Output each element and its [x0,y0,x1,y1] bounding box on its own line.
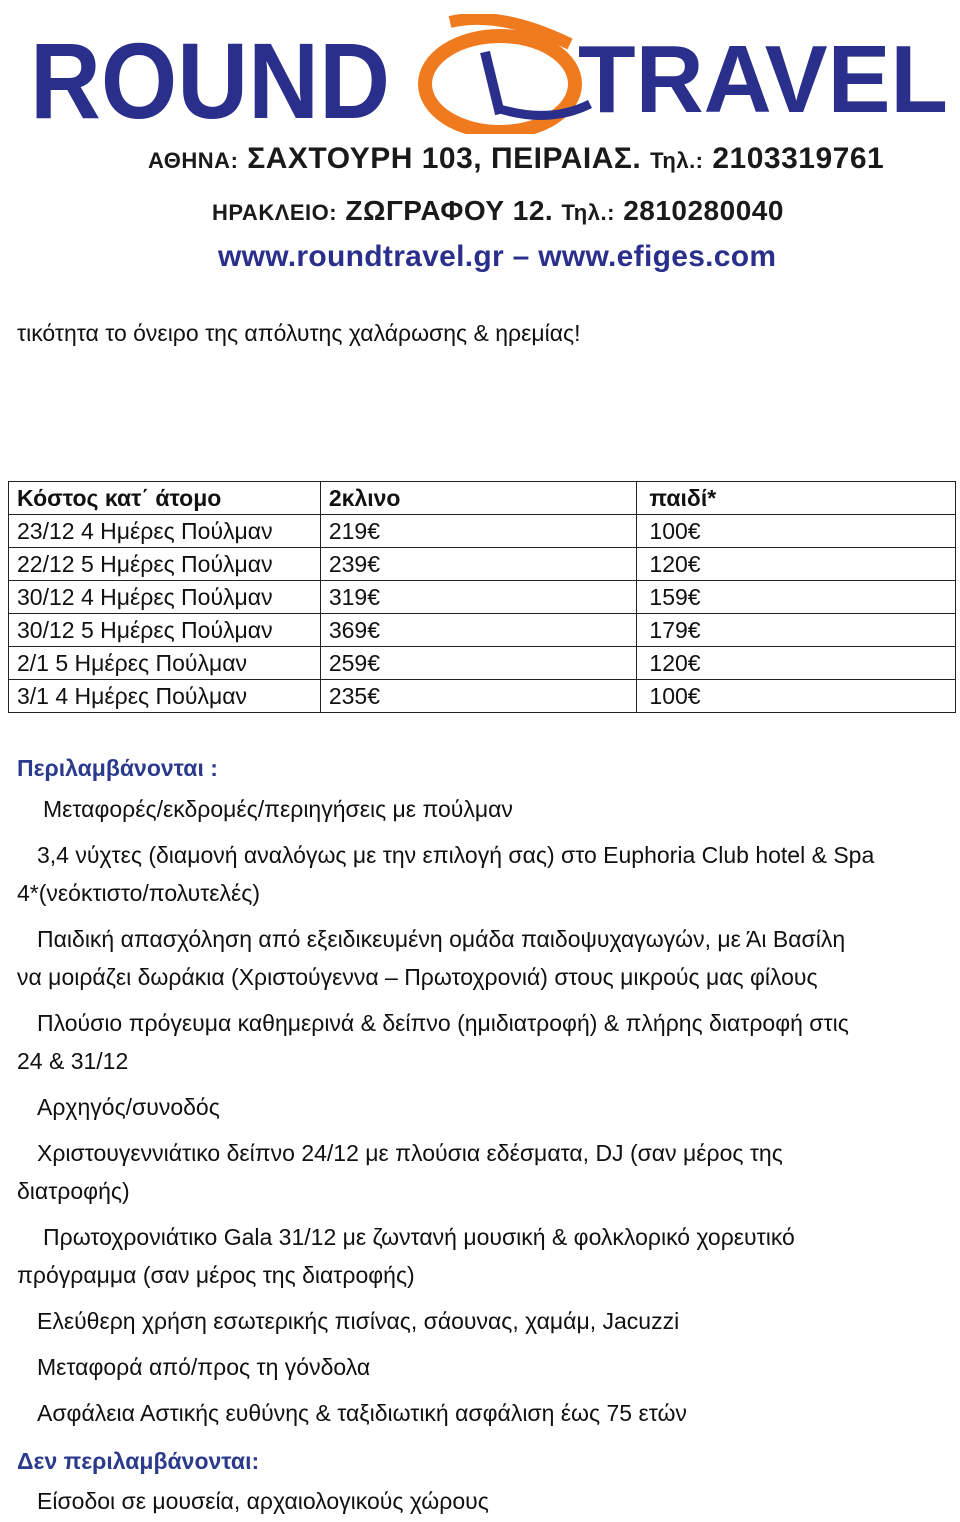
round-travel-logo [30,14,950,134]
table-header-row [9,482,956,515]
table-cell: 3/1 4 Ημέρες Πούλμαν [9,680,321,713]
list-item: Μεταφορά από/προς τη γόνδολα [37,1354,371,1380]
table-cell: 179€ [637,614,956,647]
table-cell: 319€ [320,581,637,614]
heraklion-address: ΗΡΑΚΛΕΙΟ: ΖΩΓΡΑΦΟΥ 12. Τηλ.: 2810280040 [212,195,784,226]
table-cell: 219€ [320,515,637,548]
table-row [9,548,956,581]
column-header-cost: Κόστος κατ΄ άτομο [9,482,321,515]
table-cell: 369€ [320,614,637,647]
excluded-title: Δεν περιλαμβάνονται: [17,1448,260,1474]
list-item: Είσοδοι σε μουσεία, αρχαιολογικούς χώρους [37,1488,489,1514]
table-row [9,581,956,614]
logo-text-round: ROUND [30,20,390,134]
table-cell: 100€ [637,515,956,548]
websites-link[interactable]: www.roundtravel.gr – www.efiges.com [218,240,777,273]
table-cell: 100€ [637,680,956,713]
table-cell: 235€ [320,680,637,713]
table-cell: 2/1 5 Ημέρες Πούλμαν [9,647,321,680]
table-row [9,680,956,713]
list-item: 3,4 νύχτες (διαμονή αναλόγως με την επιλογή σας) στο Euphoria Club hotel & Spa 4*(νεόκτιστο/πολυτελές) [17,842,875,906]
table-cell: 259€ [320,647,637,680]
table-row [9,515,956,548]
included-title: Περιλαμβάνονται : [17,755,218,781]
included-list [17,790,952,1440]
logo-text-travel: TRAVEL [578,26,948,133]
table-row [9,647,956,680]
list-item: Παιδική απασχόληση από εξειδικευμένη ομάδα παιδοψυχαγωγών, με Άι Βασίλη να μοιράζει δωράκια (Χριστούγεννα – Πρωτοχρονιά) στους μικρούς μας φίλους [17,926,846,990]
table-cell: 120€ [637,647,956,680]
table-cell: 30/12 4 Ημέρες Πούλμαν [9,581,321,614]
list-item: Πρωτοχρονιάτικο Gala 31/12 με ζωντανή μουσική & φολκλορικό χορευτικό πρόγραμμα (σαν μέρος της διατροφής) [17,1224,795,1288]
table-cell: 30/12 5 Ημέρες Πούλμαν [9,614,321,647]
list-item: Χριστουγεννιάτικο δείπνο 24/12 με πλούσια εδέσματα, DJ (σαν μέρος της διατροφής) [17,1140,783,1204]
intro-text: τικότητα το όνειρο της απόλυτης χαλάρωσης & ηρεμίας! [17,320,581,346]
list-item: Ελεύθερη χρήση εσωτερικής πισίνας, σάουνας, χαμάμ, Jacuzzi [37,1308,680,1334]
list-item: Αρχηγός/συνοδός [37,1094,220,1120]
table-cell: 120€ [637,548,956,581]
price-table [8,481,956,713]
table-cell: 159€ [637,581,956,614]
table-cell: 23/12 4 Ημέρες Πούλμαν [9,515,321,548]
column-header-child: παιδί* [637,482,956,515]
table-cell: 22/12 5 Ημέρες Πούλμαν [9,548,321,581]
list-item: Ασφάλεια Αστικής ευθύνης & ταξιδιωτική ασφάλιση έως 75 ετών [37,1400,687,1426]
athens-address: ΑΘΗΝΑ: ΣΑΧΤΟΥΡΗ 103, ΠΕΙΡΑΙΑΣ. Τηλ.: 2103319761 [148,142,885,175]
column-header-double: 2κλινο [320,482,637,515]
table-cell: 239€ [320,548,637,581]
list-item: Πλούσιο πρόγευμα καθημερινά & δείπνο (ημιδιατροφή) & πλήρης διατροφή στις 24 & 31/12 [17,1010,849,1074]
table-row [9,614,956,647]
list-item: Μεταφορές/εκδρομές/περιηγήσεις με πούλμαν [43,796,513,822]
company-header [0,0,960,290]
logo-emblem-icon [425,19,590,132]
